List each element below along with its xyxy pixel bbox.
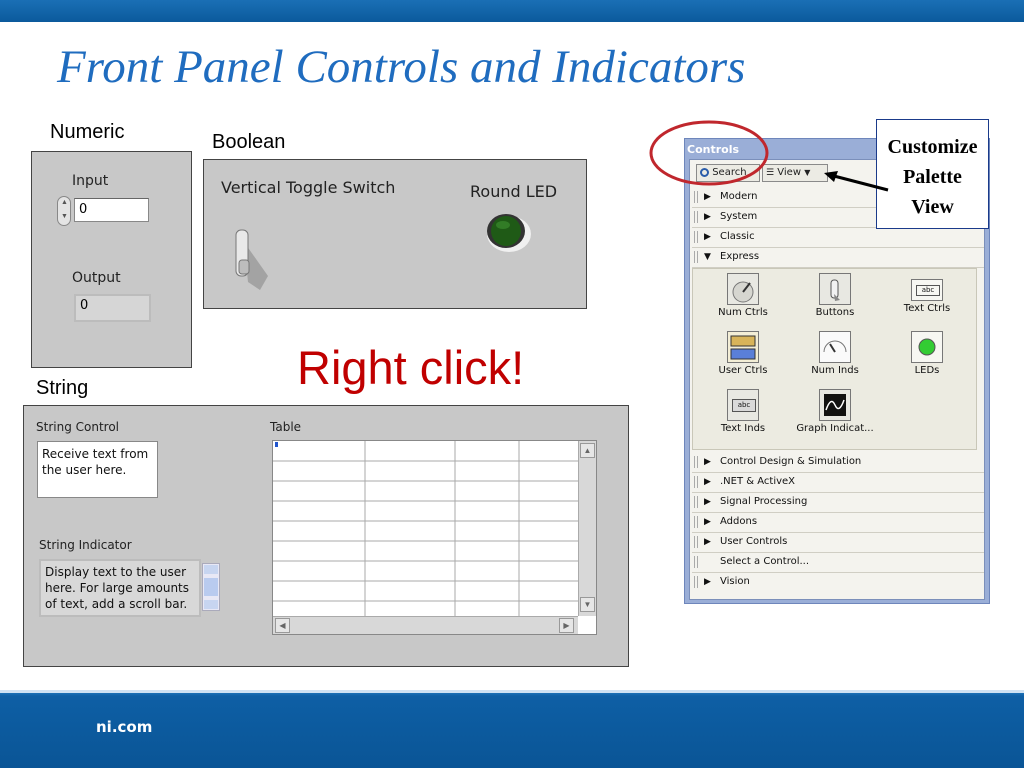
customize-palette-view-callout — [876, 119, 989, 229]
expand-arrow-icon: ▶ — [704, 517, 711, 527]
callout-line: Palette — [903, 166, 962, 188]
string-indicator-field: Display text to the user here. For large amounts of text, add a scroll bar. — [39, 559, 201, 617]
category-label: Express — [720, 251, 760, 262]
drag-grip-icon — [694, 516, 698, 528]
footer-highlight — [0, 690, 1024, 693]
category-label: Control Design & Simulation — [720, 456, 862, 467]
table-grid-lines — [273, 441, 596, 634]
category-label: Select a Control... — [720, 556, 810, 567]
tile-num-ctrls[interactable] — [697, 273, 789, 318]
round-led-indicator — [483, 209, 533, 253]
numeric-control-icon — [727, 273, 759, 305]
table-vertical-scrollbar[interactable] — [578, 441, 596, 616]
numeric-panel — [31, 151, 192, 368]
string-control-label: String Control — [36, 420, 120, 434]
tile-text-inds[interactable] — [697, 389, 789, 434]
input-numeric-field[interactable]: 0 — [74, 198, 149, 222]
tile-leds[interactable] — [881, 331, 973, 376]
category-express[interactable] — [692, 247, 984, 268]
tile-user-ctrls[interactable] — [697, 331, 789, 376]
numeric-section-label: Numeric — [50, 121, 125, 143]
scroll-thumb[interactable] — [204, 578, 218, 596]
increment-arrow-icon[interactable]: ▲ — [61, 199, 68, 206]
expand-arrow-icon: ▶ — [704, 477, 711, 487]
top-banner — [0, 0, 1024, 22]
scroll-left-arrow-icon[interactable]: ◀ — [275, 618, 290, 633]
scroll-up-button[interactable] — [204, 565, 218, 574]
vertical-toggle-switch[interactable] — [230, 224, 280, 294]
string-control-field[interactable]: Receive text from the user here. — [37, 441, 158, 498]
drag-grip-icon — [694, 231, 698, 243]
palette-title: Controls — [687, 143, 740, 156]
increment-decrement-stepper[interactable] — [57, 196, 71, 226]
graph-indicator-icon — [819, 389, 851, 421]
category-label: Signal Processing — [720, 496, 808, 507]
expand-arrow-icon: ▶ — [704, 192, 711, 202]
category-label: .NET & ActiveX — [720, 476, 796, 487]
tile-buttons[interactable] — [789, 273, 881, 318]
category-label: System — [720, 211, 758, 222]
text-control-icon: abc — [911, 279, 943, 301]
view-button-label: View — [777, 167, 801, 178]
boolean-panel — [203, 159, 587, 309]
collapse-arrow-icon: ▼ — [704, 252, 711, 262]
tile-graph-indicators[interactable] — [789, 389, 881, 434]
callout-line: View — [911, 196, 954, 218]
view-options-icon: ☰ — [766, 168, 775, 178]
round-led-label: Round LED — [470, 182, 558, 201]
express-subpalette — [692, 268, 977, 450]
category-classic[interactable] — [692, 227, 984, 248]
category-label: Classic — [720, 231, 755, 242]
string-indicator-scrollbar[interactable] — [202, 563, 220, 611]
expand-arrow-icon: ▶ — [704, 577, 711, 587]
tile-label: Text Inds — [720, 423, 766, 434]
drag-grip-icon — [694, 211, 698, 223]
text-indicator-icon: abc — [727, 389, 759, 421]
drag-grip-icon — [694, 456, 698, 468]
tile-label: Graph Indicat... — [796, 423, 874, 434]
tile-label: Text Ctrls — [903, 303, 951, 314]
boolean-section-label: Boolean — [212, 131, 286, 153]
category-vision[interactable] — [692, 572, 984, 592]
scroll-right-arrow-icon[interactable]: ▶ — [559, 618, 574, 633]
table-horizontal-scrollbar[interactable] — [273, 616, 578, 634]
category-label: Vision — [720, 576, 750, 587]
scroll-down-arrow-icon[interactable]: ▼ — [580, 597, 595, 612]
tile-label: Num Ctrls — [718, 307, 768, 318]
tile-num-inds[interactable] — [789, 331, 881, 376]
callout-arrow — [820, 170, 890, 194]
output-label: Output — [72, 270, 121, 286]
drag-grip-icon — [694, 191, 698, 203]
tile-label: Buttons — [815, 307, 855, 318]
category-user-controls[interactable] — [692, 532, 984, 553]
dropdown-arrow-icon: ▼ — [804, 168, 811, 177]
category-control-design-simulation[interactable] — [692, 452, 984, 473]
expand-arrow-icon: ▶ — [704, 497, 711, 507]
highlight-circle — [648, 118, 775, 190]
drag-grip-icon — [694, 536, 698, 548]
output-numeric-indicator: 0 — [74, 294, 151, 322]
scroll-down-button[interactable] — [204, 600, 218, 609]
expand-arrow-icon: ▶ — [704, 212, 711, 222]
tile-label: Num Inds — [811, 365, 859, 376]
drag-grip-icon — [694, 496, 698, 508]
user-controls-icon — [727, 331, 759, 363]
category-label: Addons — [720, 516, 758, 527]
drag-grip-icon — [694, 476, 698, 488]
string-indicator-label: String Indicator — [39, 538, 132, 552]
slide-title: Front Panel Controls and Indicators — [57, 41, 746, 93]
scroll-up-arrow-icon[interactable]: ▲ — [580, 443, 595, 458]
input-label: Input — [72, 173, 109, 189]
expand-arrow-icon: ▶ — [704, 537, 711, 547]
category-signal-processing[interactable] — [692, 492, 984, 513]
table-label: Table — [270, 420, 302, 434]
category-label: Modern — [720, 191, 758, 202]
footer-url: ni.com — [96, 718, 153, 736]
toggle-switch-label: Vertical Toggle Switch — [221, 178, 396, 197]
right-click-callout: Right click! — [297, 341, 525, 394]
drag-grip-icon — [694, 251, 698, 263]
expand-arrow-icon: ▶ — [704, 457, 711, 467]
search-button-label: Search — [712, 167, 747, 178]
decrement-arrow-icon[interactable]: ▼ — [61, 213, 68, 220]
tile-label: LEDs — [914, 365, 940, 376]
toggle-button-icon — [819, 273, 851, 305]
category-label: User Controls — [720, 536, 788, 547]
string-section-label: String — [36, 377, 89, 399]
footer-banner — [0, 690, 1024, 768]
numeric-indicator-icon — [819, 331, 851, 363]
select-a-control-item[interactable] — [692, 552, 984, 573]
callout-line: Customize — [887, 136, 978, 158]
tile-label: User Ctrls — [718, 365, 768, 376]
tile-text-ctrls[interactable] — [881, 273, 973, 314]
category-addons[interactable] — [692, 512, 984, 533]
category-dotnet-activex[interactable] — [692, 472, 984, 493]
drag-grip-icon — [694, 556, 698, 568]
drag-grip-icon — [694, 576, 698, 588]
table-control[interactable] — [272, 440, 597, 635]
expand-arrow-icon: ▶ — [704, 232, 711, 242]
led-icon — [911, 331, 943, 363]
